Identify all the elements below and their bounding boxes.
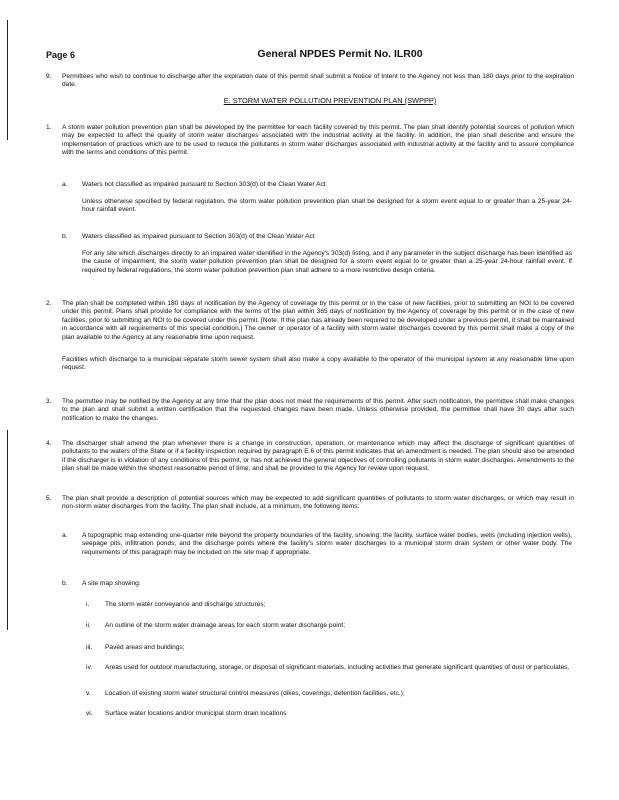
list-item-text: Areas used for outdoor manufacturing, storage, or disposal of significant materials, including activities that generate significant quantities of dust or particulates.: [105, 664, 570, 671]
list-item-label: ii.: [86, 622, 91, 629]
item-number: 5.: [46, 495, 52, 502]
list-item-label: iii.: [86, 644, 93, 651]
sub-item-title: Waters classified as impaired pursuant to Section 303(d) of the Clean Water Act: [82, 233, 315, 240]
list-item-text: An outline of the storm water drainage areas for each storm water discharge point;: [105, 622, 346, 629]
item-text: The discharger shall amend the plan whenever there is a change in construction, operation, or maintenance which may affect the discharge of significant quantities of pollutants to the waters of the State or if a facility inspection required by paragraph E.6 of this permit indicates that an amendment is needed. The plan should also be amended if the discharger is in violation of any conditions of this permit, or has not achieved the general objectives of controlling pollutants in storm water discharges. Amendments to the plan shall be made within the shortest reasonable period of time, and shall be provided to the Agency for review upon request.: [62, 440, 574, 473]
list-item-text: Surface water locations and/or municipal storm drain locations: [105, 710, 287, 717]
sub-item-text: Unless otherwise specified by federal regulation, the storm water pollution prevention plan shall be designed for a storm event equal to or greater than a 25-year 24-hour rainfall event.: [82, 198, 572, 214]
item-text: The permittee may be notified by the Agency at any time that the plan does not meet the requirements of this permit. After such notification, the permittee shall make changes to the plan and shall submit a written certification that the requested changes have been made. Unless otherwise provided, the permittee shall have 30 days after such notification to make the changes.: [62, 398, 574, 422]
item-text: The plan shall be completed within 180 days of notification by the Agency of coverage by this permit or in the case of new facilities, prior to submitting an NOI to be covered under this permit. Plans shall provide for compliance with the terms of the plan within 365 days of notification by the Agency of coverage by this permit or in the case of new facilities, prior to submitting an NOI to be covered under this permit. [Note: If the plan has already been required to be developed under a previous permit, it shall be maintained in accordance with all requirements of this special condition.] The owner or operator of a facility with storm water discharges covered by this permit shall make a copy of the plan available to the Agency at any reasonable time upon request.: [62, 300, 574, 341]
list-item-text: The storm water conveyance and discharge structures;: [105, 601, 266, 608]
item-text-continued: Facilities which discharge to a municipal separate storm sewer system shall also make a copy available to the operator of the municipal system at any reasonable time upon request.: [62, 356, 574, 372]
page-number: Page 6: [46, 50, 76, 60]
para-text: Permittees who wish to continue to discharge after the expiration date of this permit shall submit a Notice of Intent to the Agency not less than 180 days prior to the expiration date.: [62, 73, 574, 89]
list-item-text: Paved areas and buildings;: [105, 644, 185, 651]
list-item-label: v.: [86, 690, 91, 697]
list-item-label: vi.: [86, 710, 93, 717]
sub-item-text: A site map showing:: [82, 580, 141, 587]
sub-item-label: b.: [62, 233, 68, 240]
list-item-label: iv.: [86, 664, 93, 671]
sub-item-label: a.: [62, 181, 68, 188]
list-item-label: i.: [86, 601, 90, 608]
para-number: 9.: [46, 73, 52, 80]
sub-item-text: For any site which discharges directly to an impaired water identified in the Agency's 303(d) listing, and if any parameter in the subject discharge has been identified as the cause of impairment, the storm water pollution prevention plan shall be designed for a storm event equal to or greater than a 25-year 24-hour rainfall event. If required by federal regulations, the storm water pollution prevention plan shall adhere to a more restrictive design criteria.: [82, 250, 572, 274]
item-text: A storm water pollution prevention plan shall be developed by the permittee for each facility covered by this permit. The plan shall identify potential sources of pollution which may be expected to affect the quality of storm water discharges associated with the industrial activity at the facility. In addition, the plan shall describe and ensure the implementation of practices which are to be used to reduce the pollutants in storm water discharges associated with industrial activity at the facility and to assure compliance with the terms and conditions of this permit.: [62, 124, 574, 157]
sub-item-label: a.: [62, 532, 68, 539]
sub-item-text: A topographic map extending one-quarter mile beyond the property boundaries of the facility, showing: the facility, surface water bodies, wells (including injection wells), seepage pits, infiltration ponds, and the discharge points where the facility's storm water discharges to a municipal storm drain system or other water body. The requirements of this paragraph may be included on the site map if appropriate.: [82, 532, 572, 556]
item-number: 4.: [46, 440, 52, 447]
item-number: 3.: [46, 398, 52, 405]
section-heading: E. STORM WATER POLLUTION PREVENTION PLAN (SWPPP): [223, 96, 437, 105]
document-title: General NPDES Permit No. ILR00: [257, 48, 423, 60]
item-number: 1.: [46, 124, 52, 131]
sub-item-label: b.: [62, 580, 68, 587]
list-item-text: Location of existing storm water structural control measures (dikes, coverings, detention facilities, etc.);: [105, 690, 405, 697]
item-number: 2.: [46, 300, 52, 307]
sub-item-title: Waters not classified as impaired pursuant to Section 303(d) of the Clean Water Act: [82, 181, 326, 188]
item-text: The plan shall provide a description of potential sources which may be expected to add significant quantities of pollutants to storm water discharges, or which may result in non-storm water discharges from the facility. The plan shall include, at a minimum, the following items:: [62, 495, 574, 511]
